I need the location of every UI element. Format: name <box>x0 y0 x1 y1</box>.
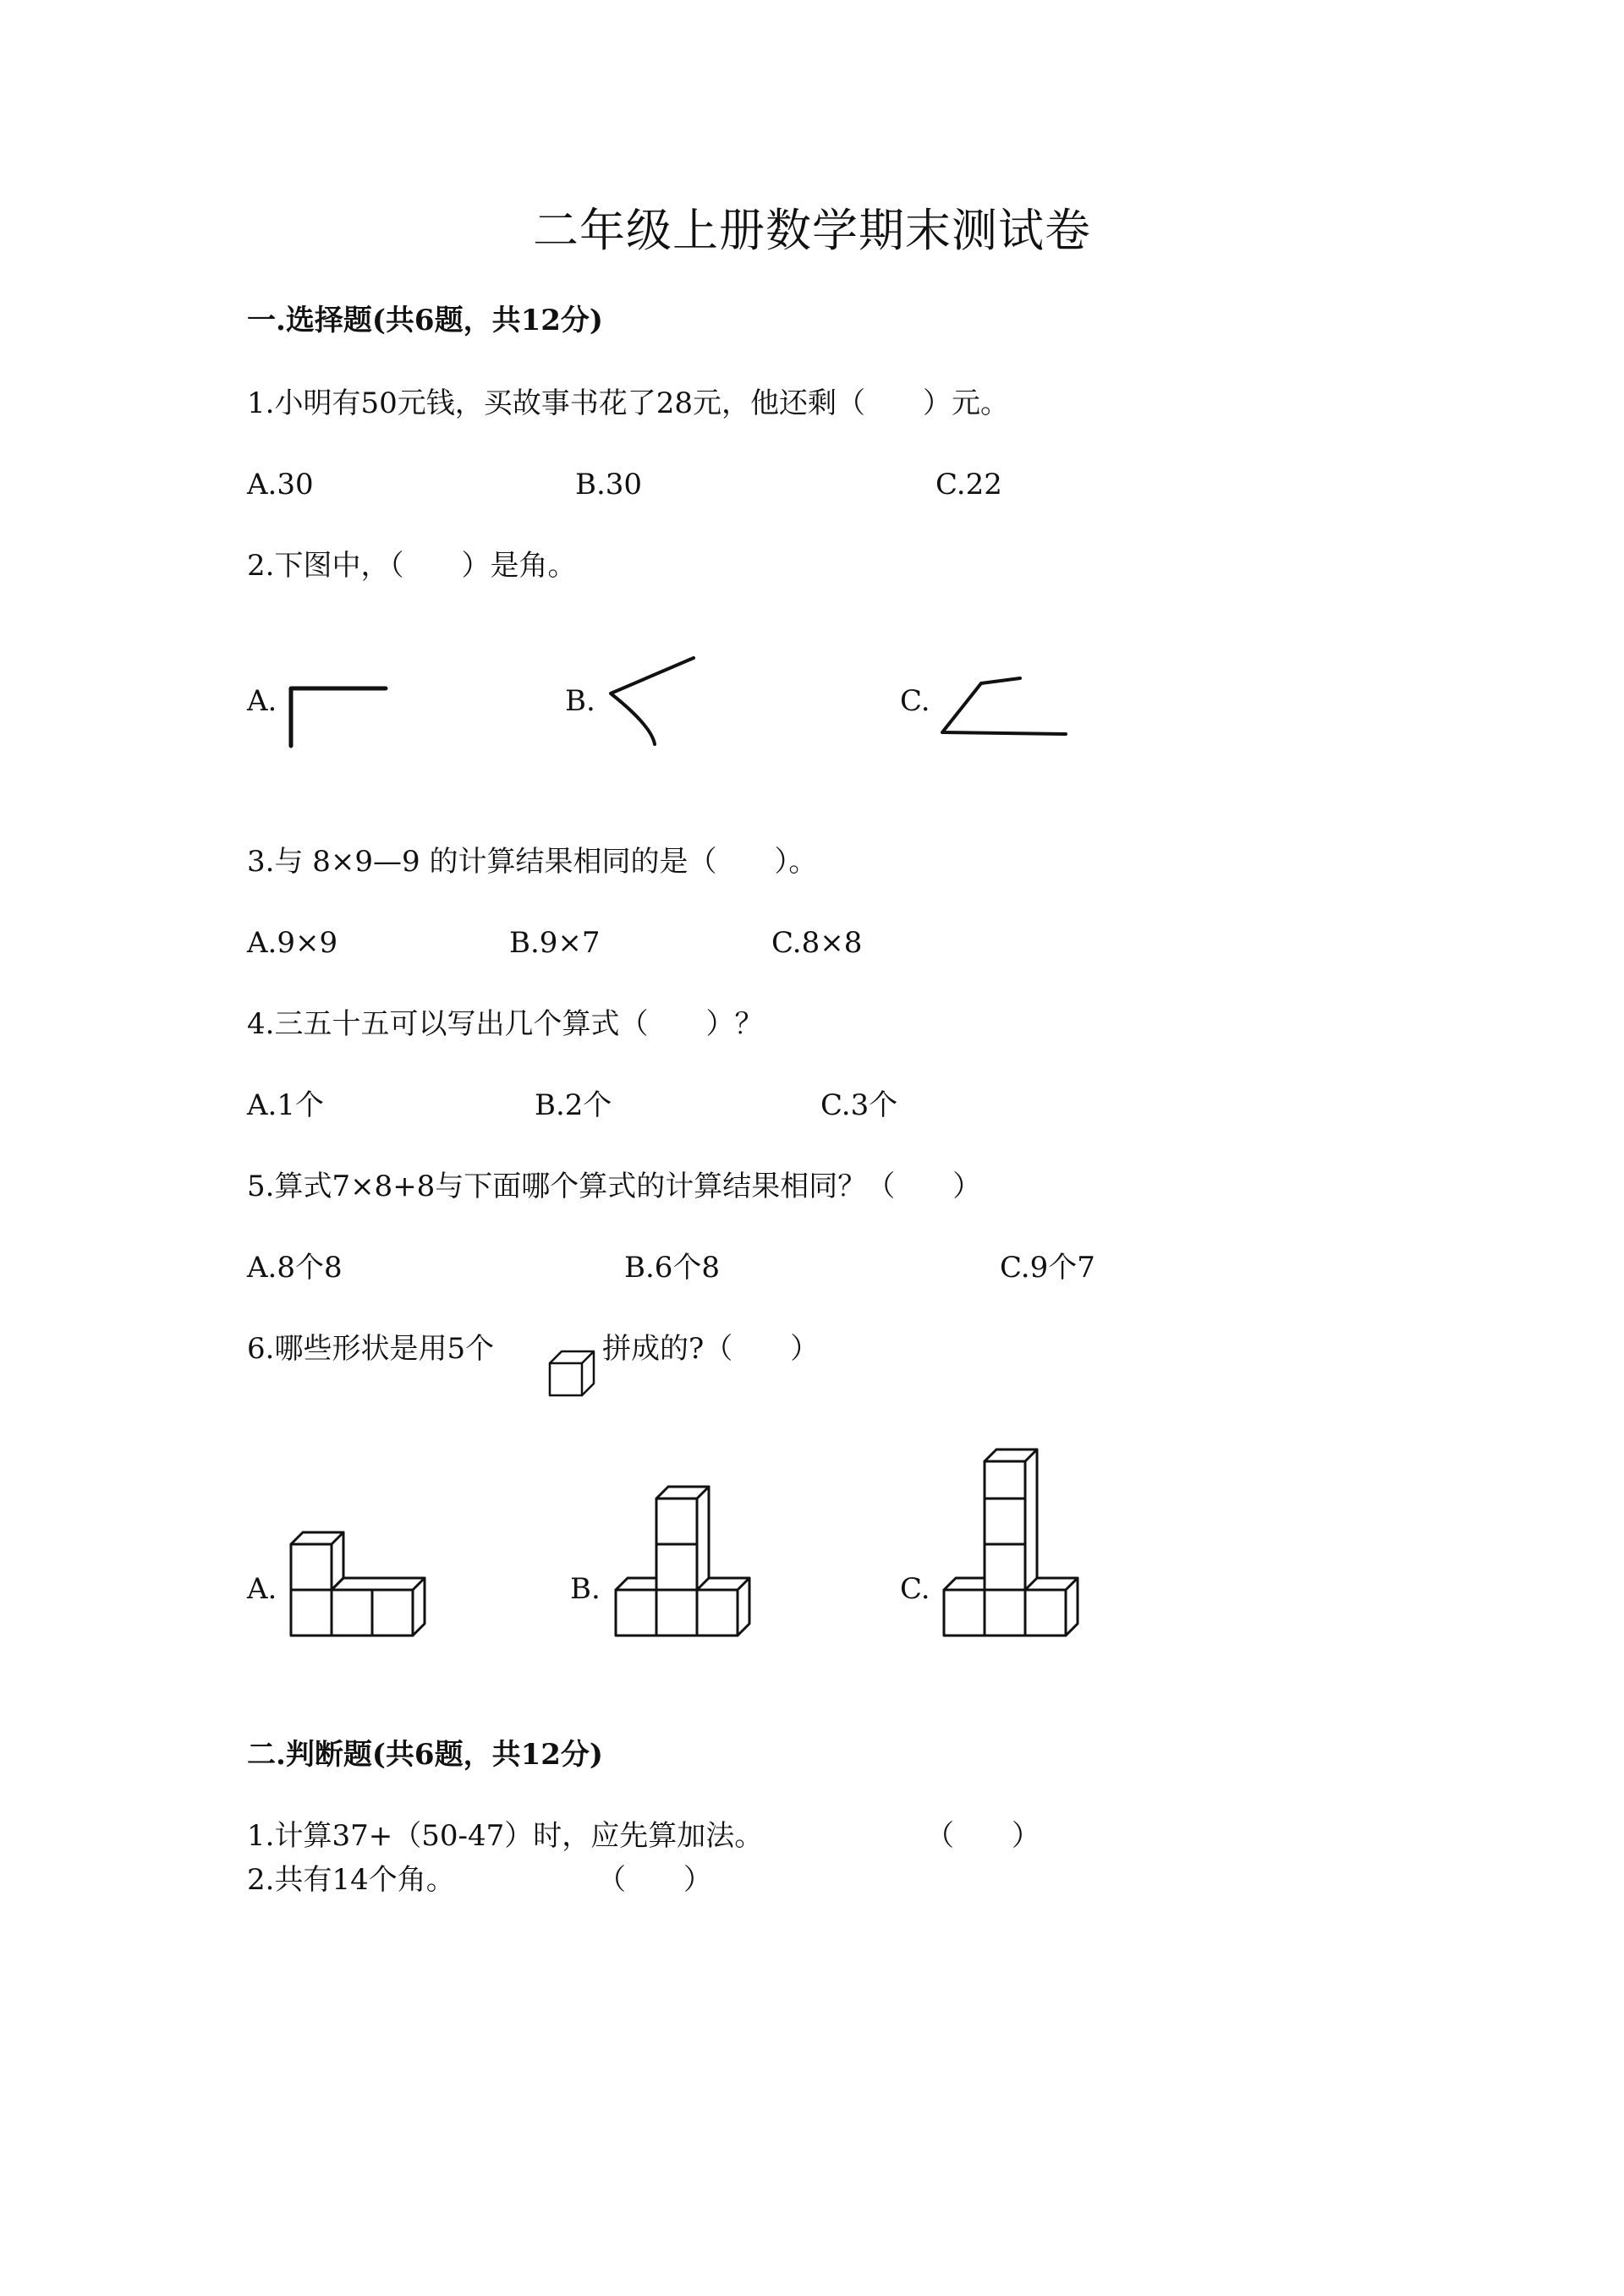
angle-figure-a <box>288 677 398 761</box>
page-title: 二年级上册数学期末测试卷 <box>533 204 1091 257</box>
curved-figure-b <box>601 649 702 759</box>
q3-option-b: B.9×7 <box>509 926 601 960</box>
question-6-before: 6.哪些形状是用5个 <box>247 1332 495 1366</box>
q3-option-a: A.9×9 <box>247 926 338 960</box>
question-6-after: 拼成的?（ ） <box>602 1332 820 1366</box>
q2-option-b: B. <box>565 684 595 718</box>
q6-option-a: A. <box>247 1572 277 1606</box>
judgement-1-answer-paren: （ ） <box>925 1819 1040 1853</box>
q1-option-a: A.30 <box>247 468 314 501</box>
cube-figure-a <box>279 1522 440 1649</box>
q1-option-b: B.30 <box>575 468 643 501</box>
q6-option-c: C. <box>900 1572 930 1606</box>
cube-figure-c <box>932 1444 1101 1652</box>
cube-figure-b <box>604 1471 773 1649</box>
section-heading-judgement: 二.判断题(共6题，共12分) <box>247 1738 603 1772</box>
q4-option-a: A.1个 <box>247 1088 324 1122</box>
q5-option-b: B.6个8 <box>624 1251 721 1285</box>
cube-icon <box>548 1350 599 1399</box>
judgement-2-answer-paren: （ ） <box>597 1863 712 1897</box>
q2-option-a: A. <box>247 684 277 718</box>
q4-option-b: B.2个 <box>535 1088 612 1122</box>
question-4: 4.三五十五可以写出几个算式（ ）？ <box>247 1007 764 1041</box>
q5-option-a: A.8个8 <box>247 1251 343 1285</box>
q4-option-c: C.3个 <box>820 1088 898 1122</box>
question-1: 1.小明有50元钱，买故事书花了28元，他还剩（ ）元。 <box>247 386 1009 420</box>
section-heading-choice: 一.选择题(共6题，共12分) <box>247 304 603 337</box>
q3-option-c: C.8×8 <box>771 926 863 960</box>
judgement-1: 1.计算37+（50-47）时，应先算加法。 <box>247 1819 764 1853</box>
question-2: 2.下图中，（ ）是角。 <box>247 549 577 583</box>
q1-option-c: C.22 <box>935 468 1002 501</box>
q5-option-c: C.9个7 <box>1000 1251 1095 1285</box>
broken-line-figure-c <box>937 668 1073 753</box>
judgement-2: 2.共有14个角。 <box>247 1863 455 1897</box>
question-3: 3.与 8×9—9 的计算结果相同的是（ ）。 <box>247 845 818 879</box>
q6-option-b: B. <box>570 1572 601 1606</box>
q2-option-c: C. <box>900 684 930 718</box>
question-5: 5.算式7×8+8与下面哪个算式的计算结果相同？（ ） <box>247 1170 982 1203</box>
